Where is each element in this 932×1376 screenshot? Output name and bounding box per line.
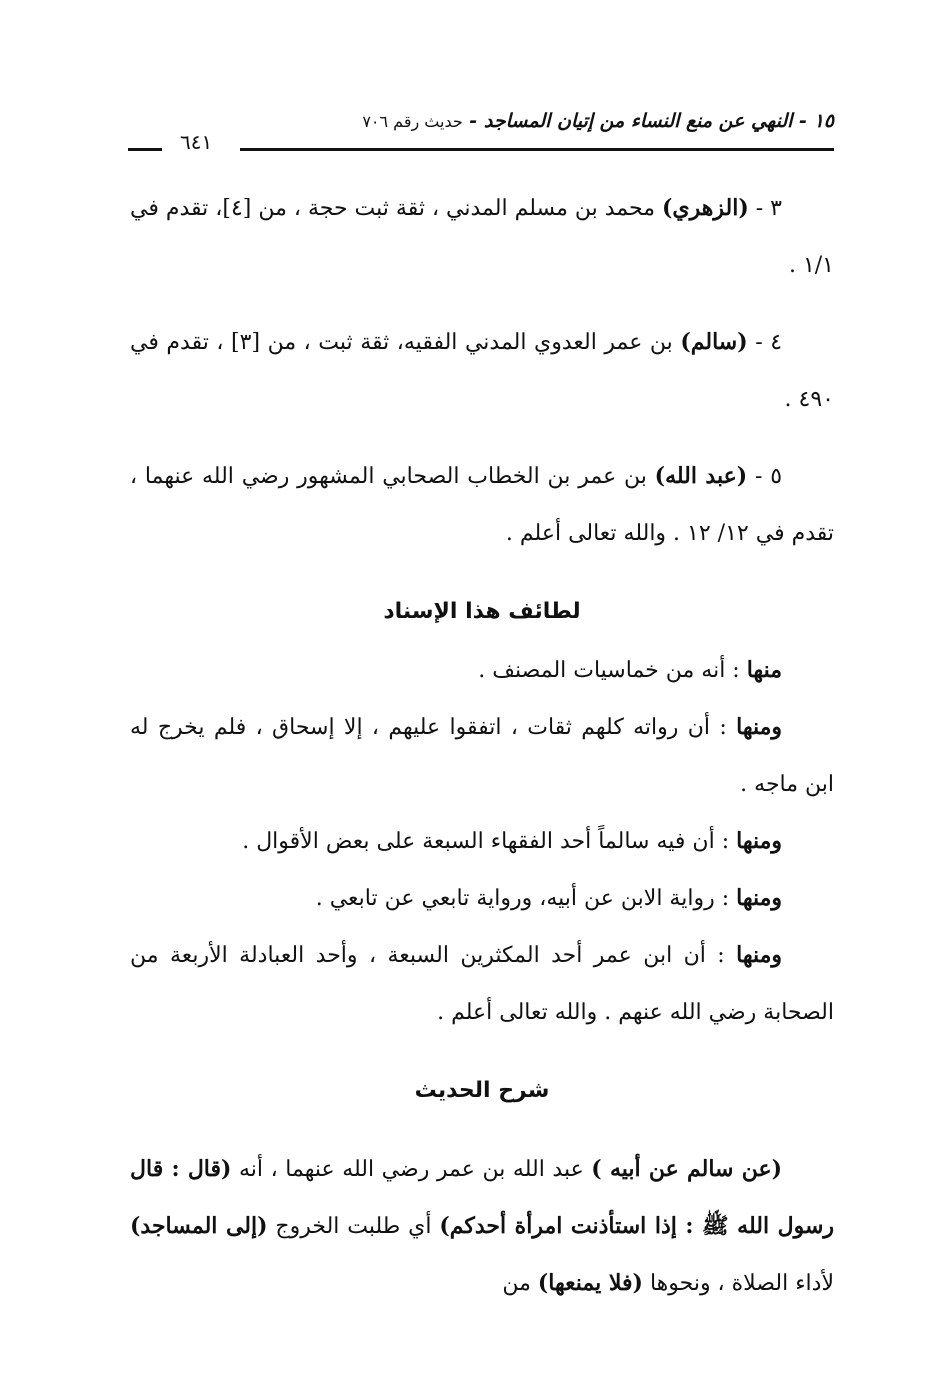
item-lead: ومنها <box>736 714 782 740</box>
entry-number: ٤ - <box>747 330 783 355</box>
narrator-entry <box>130 314 834 428</box>
list-item <box>130 642 834 699</box>
commentary-text: لأداء الصلاة ، ونحوها <box>642 1271 834 1296</box>
commentary-paragraph <box>130 1141 834 1312</box>
item-lead: ومنها <box>736 942 782 968</box>
list-item <box>130 870 834 927</box>
running-header <box>128 110 834 158</box>
narrator-name: (عبد الله) <box>654 463 748 489</box>
hadith-number: حديث رقم ٧٠٦ <box>362 112 463 131</box>
quoted-text: (إلى المساجد) <box>130 1213 268 1239</box>
item-text: : أن فيه سالماً أحد الفقهاء السبعة على بعض الأقوال . <box>242 829 737 854</box>
commentary-text: عبد الله بن عمر رضي الله عنهما ، أنه <box>231 1157 592 1182</box>
narrator-entry <box>130 448 834 562</box>
header-rule-left <box>128 148 162 151</box>
commentary-text: أي طلبت الخروج <box>267 1214 440 1239</box>
narrator-entry <box>130 180 834 294</box>
header-separator: - <box>462 110 484 132</box>
entry-number: ٥ - <box>747 464 783 489</box>
header-title <box>362 110 834 132</box>
quoted-text: (قال : قال رسول الله ﷺ : إذا استأذنت امرأة أحدكم) <box>130 1156 834 1239</box>
page-body <box>130 180 834 1312</box>
narrator-text: بن عمر بن الخطاب الصحابي المشهور رضي الله عنهما ، تقدم في ١٢/ ١٢ . والله تعالى أعلم . <box>130 464 834 546</box>
quoted-text: (فلا يمنعها) <box>537 1270 643 1296</box>
section-heading: لطائف هذا الإسناد <box>383 599 581 624</box>
chapter-title: ١٥ - النهي عن منع النساء من إتيان المساجد <box>483 110 834 132</box>
item-lead: منها <box>746 657 782 683</box>
item-text: : رواية الابن عن أبيه، ورواية تابعي عن تابعي . <box>315 886 737 911</box>
narrator-text: محمد بن مسلم المدني ، ثقة ثبت حجة ، من [٤]، تقدم في ١/١ . <box>129 196 834 278</box>
list-item <box>130 699 834 813</box>
item-text: : أن رواته كلهم ثقات ، اتفقوا عليهم ، إلا إسحاق ، فلم يخرج له ابن ماجه . <box>130 715 834 797</box>
list-item <box>130 813 834 870</box>
page-number: ٦٤١ <box>180 130 213 154</box>
item-lead: ومنها <box>736 885 782 911</box>
narrator-name: (سالم) <box>680 329 748 355</box>
quoted-text: (عن سالم عن أبيه ) <box>591 1156 782 1182</box>
narrator-text: بن عمر العدوي المدني الفقيه، ثقة ثبت ، من [٣] ، تقدم في ٤٩٠ . <box>130 330 834 412</box>
header-rule <box>240 148 834 151</box>
narrator-name: (الزهري) <box>662 195 749 221</box>
list-item <box>130 927 834 1041</box>
section-heading: شرح الحديث <box>414 1078 550 1103</box>
commentary-text: من <box>502 1271 538 1296</box>
item-text: : أنه من خماسيات المصنف . <box>478 658 747 683</box>
item-text: : أن ابن عمر أحد المكثرين السبعة ، وأحد العبادلة الأربعة من الصحابة رضي الله عنهم . والله تعالى أعلم . <box>130 943 834 1025</box>
item-lead: ومنها <box>736 828 782 854</box>
entry-number: ٣ - <box>748 196 782 221</box>
